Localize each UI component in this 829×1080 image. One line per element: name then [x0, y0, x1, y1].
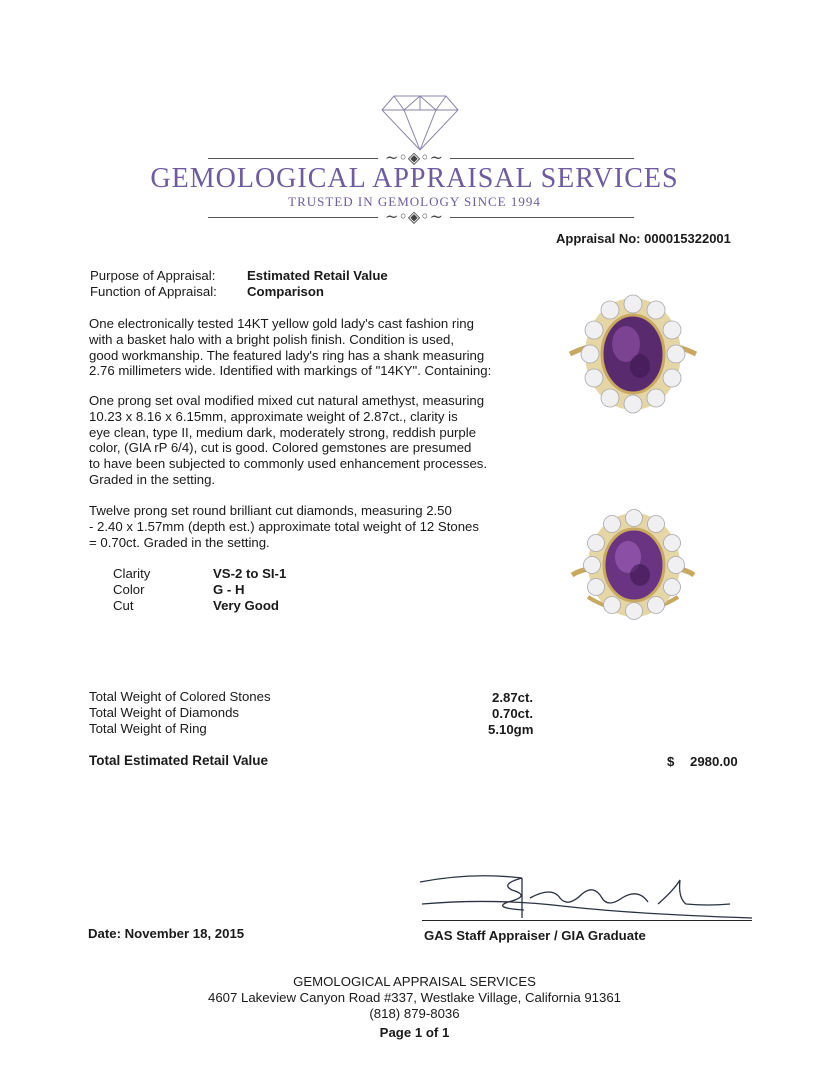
description-line: One electronically tested 14KT yellow gold lady's cast fashion ring: [89, 316, 474, 331]
ring-photo-angle: [568, 505, 698, 629]
header-rule-bottom-right: [450, 217, 634, 218]
amethyst-paragraph: [89, 393, 487, 488]
description-line: good workmanship. The featured lady's ring has a shank measuring: [89, 347, 485, 363]
grade-label-clarity: Clarity: [113, 566, 151, 581]
description-line: with a basket halo with a bright polish finish. Condition is used,: [89, 331, 455, 347]
diamonds-line: = 0.70ct. Graded in the setting.: [89, 534, 270, 550]
function-label: Function of Appraisal:: [90, 284, 217, 299]
description-line: 2.76 millimeters wide. Identified with markings of "14KY". Containing:: [89, 363, 492, 379]
total-value-colored-stones: 2.87ct.: [492, 690, 534, 705]
total-label-colored-stones: Total Weight of Colored Stones: [89, 689, 271, 704]
signature-line: [422, 920, 752, 921]
diamonds-line: Twelve prong set round brilliant cut diamonds, measuring 2.50: [89, 503, 452, 518]
retail-value-amount: 2980.00: [690, 754, 738, 769]
appraiser-title: GAS Staff Appraiser / GIA Graduate: [424, 928, 646, 943]
retail-value-label: Total Estimated Retail Value: [89, 753, 269, 768]
amethyst-line: One prong set oval modified mixed cut natural amethyst, measuring: [89, 393, 485, 408]
grade-value-clarity: VS-2 to SI-1: [213, 566, 287, 581]
diamonds-line: - 2.40 x 1.57mm (depth est.) approximate total weight of 12 Stones: [89, 518, 479, 534]
ring-photo-front: [568, 292, 698, 416]
amethyst-line: eye clean, type II, medium dark, moderately strong, reddish purple: [89, 424, 477, 440]
ornamental-flourish-icon: ~◦◈◦~: [385, 148, 443, 167]
total-label-diamonds: Total Weight of Diamonds: [89, 705, 240, 720]
purpose-label: Purpose of Appraisal:: [90, 268, 216, 283]
amethyst-line: 10.23 x 8.16 x 6.15mm, approximate weight of 2.87ct., clarity is: [89, 408, 458, 424]
total-label-ring: Total Weight of Ring: [89, 721, 207, 736]
amethyst-line: color, (GIA rP 6/4), cut is good. Colored gemstones are presumed: [89, 440, 472, 456]
amethyst-line: Graded in the setting.: [89, 471, 216, 487]
page-number: Page 1 of 1: [379, 1025, 450, 1040]
brand-name: GEMOLOGICAL APPRAISAL SERVICES: [150, 163, 679, 194]
ornamental-flourish-icon: ~◦◈◦~: [385, 207, 443, 226]
header-rule-bottom-left: [208, 217, 378, 218]
amethyst-line: to have been subjected to commonly used enhancement processes.: [89, 456, 488, 472]
brand-tagline: TRUSTED IN GEMOLOGY SINCE 1994: [288, 194, 541, 209]
retail-currency: $: [667, 754, 675, 769]
diamond-logo-icon: [380, 92, 460, 152]
appraisal-number: Appraisal No: 000015322001: [556, 231, 731, 246]
appraisal-date: Date: November 18, 2015: [88, 926, 245, 941]
footer-phone: (818) 879-8036: [369, 1006, 460, 1021]
total-value-diamonds: 0.70ct.: [492, 706, 534, 721]
function-value: Comparison: [247, 284, 324, 299]
footer-address: 4607 Lakeview Canyon Road #337, Westlake Village, California 91361: [208, 990, 621, 1005]
description-paragraph: [89, 316, 491, 379]
footer-company: GEMOLOGICAL APPRAISAL SERVICES: [293, 974, 536, 989]
header-rule-top-left: [208, 158, 378, 159]
grade-value-color: G - H: [213, 582, 245, 597]
grade-label-cut: Cut: [113, 598, 134, 613]
purpose-value: Estimated Retail Value: [247, 268, 388, 283]
grade-label-color: Color: [113, 582, 145, 597]
diamonds-paragraph: [89, 503, 479, 550]
total-value-ring: 5.10gm: [488, 722, 534, 737]
appraiser-signature: [412, 868, 757, 928]
header-rule-top-right: [450, 158, 634, 159]
grade-value-cut: Very Good: [213, 598, 279, 613]
